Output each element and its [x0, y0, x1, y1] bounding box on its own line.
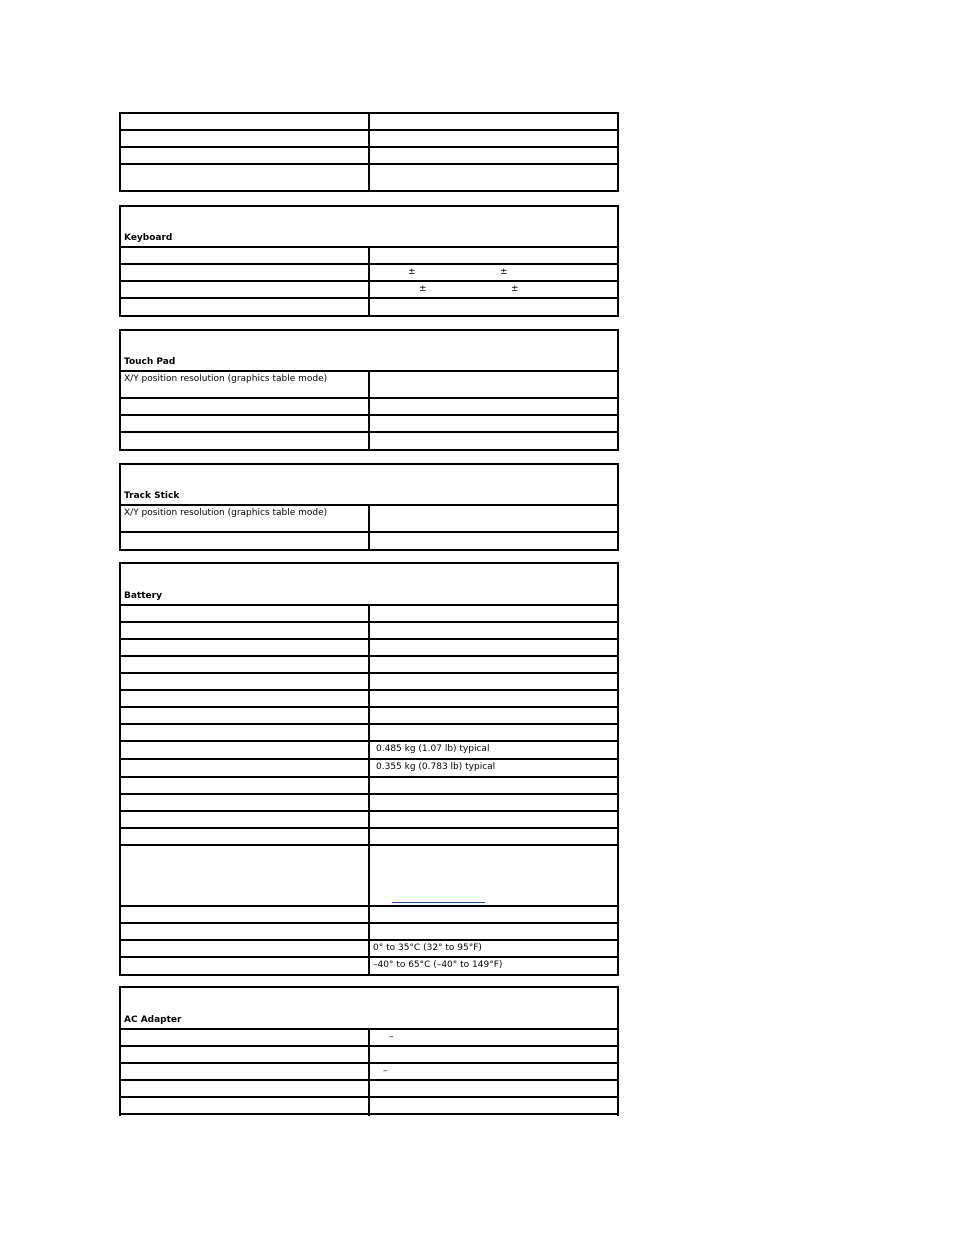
table-row [121, 606, 617, 623]
table-row [121, 907, 617, 924]
table-row [121, 1064, 617, 1081]
table-row [121, 248, 617, 265]
table-row [121, 742, 617, 760]
table-row [121, 165, 617, 190]
table-row [121, 372, 617, 399]
battery-weight-9cell: 0.485 kg (1.07 lb) typical [376, 744, 490, 754]
plus-minus-symbol: ± [419, 284, 427, 294]
table-row [121, 846, 617, 907]
table-row [121, 674, 617, 691]
table-row [121, 924, 617, 941]
trackstick-table [119, 463, 619, 551]
table-row [121, 812, 617, 829]
table-row [121, 1030, 617, 1047]
touchpad-title: Touch Pad [124, 357, 176, 367]
battery-table [119, 562, 619, 976]
table-row [121, 725, 617, 742]
trackstick-title: Track Stick [124, 491, 180, 501]
plus-minus-symbol: ± [408, 267, 416, 277]
table-row [121, 640, 617, 657]
ac-adapter-title: AC Adapter [124, 1015, 182, 1025]
keyboard-header [121, 207, 617, 248]
spec-table-top [119, 112, 619, 192]
table-row [121, 623, 617, 640]
table-row [121, 506, 617, 533]
ac-adapter-table [119, 986, 619, 1116]
table-row [121, 778, 617, 795]
touchpad-header [121, 331, 617, 372]
dash-symbol: – [389, 1032, 394, 1042]
trackstick-resolution-label: X/Y position resolution (graphics table mode) [121, 506, 370, 531]
table-row [121, 691, 617, 708]
table-row [121, 795, 617, 812]
table-row [121, 657, 617, 674]
trackstick-header [121, 465, 617, 506]
table-row [121, 941, 617, 958]
table-row [121, 148, 617, 165]
battery-title: Battery [124, 591, 162, 601]
table-row [121, 299, 617, 315]
table-row [121, 282, 617, 299]
touchpad-table [119, 329, 619, 451]
table-row [121, 958, 617, 974]
plus-minus-symbol: ± [511, 284, 519, 294]
table-row [121, 416, 617, 433]
table-row [121, 131, 617, 148]
keyboard-table [119, 205, 619, 317]
table-row [121, 1115, 617, 1116]
table-row [121, 1098, 617, 1115]
table-row [121, 399, 617, 416]
keyboard-title: Keyboard [124, 233, 173, 243]
ac-adapter-header [121, 988, 617, 1030]
battery-temp-operating: 0° to 35°C (32° to 95°F) [373, 943, 482, 953]
table-row [121, 760, 617, 778]
battery-header [121, 564, 617, 606]
table-row [121, 1081, 617, 1098]
table-row [121, 265, 617, 282]
table-row [121, 1047, 617, 1064]
battery-temp-storage: –40° to 65°C (–40° to 149°F) [373, 960, 503, 970]
table-row [121, 114, 617, 131]
table-row [121, 829, 617, 846]
battery-weight-6cell: 0.355 kg (0.783 lb) typical [376, 762, 496, 772]
table-row [121, 433, 617, 449]
table-row [121, 533, 617, 549]
table-row [121, 708, 617, 725]
hyperlink[interactable] [392, 902, 485, 903]
dash-symbol: – [383, 1066, 388, 1076]
plus-minus-symbol: ± [500, 267, 508, 277]
touchpad-resolution-label: X/Y position resolution (graphics table mode) [121, 372, 370, 397]
